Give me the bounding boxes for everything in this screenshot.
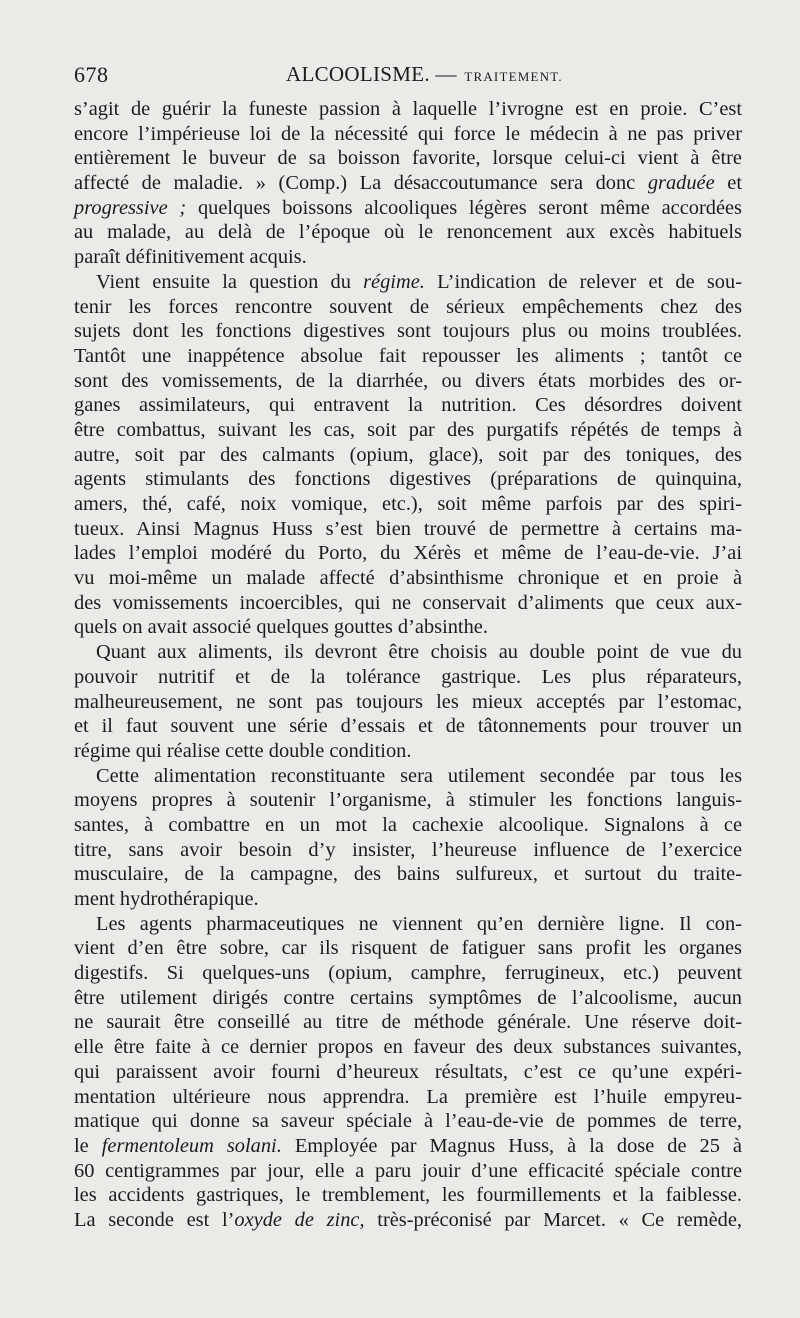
text-line [74, 640, 742, 665]
text-segment: et il faut souvent une série d’essais et de tâtonnements pour trouver un [74, 715, 742, 738]
text-line [74, 146, 742, 171]
text-segment: ment hydrothérapique. [74, 888, 259, 910]
text-line [74, 1010, 742, 1035]
text-segment: sujets dont les fonctions digestives sont toujours plus ou moins troublées. [74, 320, 742, 343]
text-line [74, 1183, 742, 1208]
text-segment: Tantôt une inappétence absolue fait repousser les aliments ; tantôt ce [74, 344, 742, 367]
text-line [74, 541, 742, 566]
text-line [74, 220, 742, 245]
page-number: 678 [74, 62, 109, 87]
text-segment: agents stimulants des fonctions digestives (préparations de quinquina, [74, 468, 742, 491]
text-line [74, 171, 742, 196]
text-segment: encore l’impérieuse loi de la nécessité qui force le médecin à ne pas priver [74, 122, 742, 145]
text-segment: moyens propres à soutenir l’organisme, à stimuler les fonctions languis- [74, 789, 742, 812]
text-segment: être utilement dirigés contre certains symptômes de l’alcoolisme, aucun [74, 986, 742, 1009]
text-segment: 60 centigrammes par jour, elle a paru jouir d’une efficacité spéciale contre [74, 1159, 742, 1182]
text-line [74, 912, 742, 937]
text-segment: lades l’emploi modéré du Porto, du Xérès et même de l’eau-de-vie. J’ai [74, 542, 742, 565]
text-line [74, 1060, 742, 1085]
text-line [74, 344, 742, 369]
text-line [74, 1085, 742, 1110]
text-line [74, 517, 742, 542]
text-line [74, 418, 742, 443]
text-line [74, 788, 742, 813]
text-line [74, 270, 742, 295]
text-segment: mentation ultérieure nous apprendra. La première est l’huile empyreu- [74, 1085, 742, 1108]
text-line [74, 369, 742, 394]
text-segment: quels on avait associé quelques gouttes d’absinthe. [74, 616, 488, 639]
text-segment: Vient ensuite la question du [96, 270, 364, 293]
italic-text: graduée [647, 172, 715, 195]
text-segment: pouvoir nutritif et de la tolérance gastrique. Les plus réparateurs, [74, 665, 742, 688]
text-line [74, 838, 742, 863]
text-segment: santes, à combattre en un mot la cachexie alcoolique. Signalons à ce [74, 813, 742, 836]
running-header [74, 62, 760, 92]
text-segment: très-préconisé par Marcet. « Ce remède, [364, 1208, 742, 1231]
text-line [74, 665, 742, 690]
text-line [74, 467, 742, 492]
text-line [74, 961, 742, 986]
text-segment: le [74, 1134, 102, 1157]
text-segment: Cette alimentation reconstituante sera utilement secondée par tous les [96, 764, 742, 787]
text-segment: tenir les forces rencontre souvent de sérieux empêchements chez des [74, 295, 742, 318]
text-line [74, 295, 742, 320]
text-segment: sont des vomissements, de la diarrhée, ou divers états morbides des or- [74, 369, 742, 392]
text-line [74, 714, 742, 739]
text-segment: régime qui réalise cette double condition. [74, 739, 412, 762]
text-line [74, 1035, 742, 1060]
text-line [74, 393, 742, 418]
text-segment: s’agit de guérir la funeste passion à laquelle l’ivrogne est en proie. C’est [74, 98, 742, 120]
text-segment: ganes assimilateurs, qui entravent la nutrition. Ces désordres doivent [74, 394, 742, 417]
text-segment: elle être faite à ce dernier propos en faveur des deux substances suivantes, [74, 1036, 742, 1059]
text-segment: titre, sans avoir besoin d’y insister, l’heureuse influence de l’exercice [74, 838, 742, 861]
text-segment: L’indication de relever et de sou- [424, 270, 742, 293]
italic-text: fermentoleum solani. [101, 1134, 282, 1157]
text-line [74, 690, 742, 715]
text-line [74, 887, 742, 912]
text-segment: vient d’en être sobre, car ils risquent de fatiguer sans profit les organes [74, 937, 742, 960]
text-segment: tueux. Ainsi Magnus Huss s’est bien trouvé de permettre à certains ma- [74, 517, 742, 540]
text-segment: quelques boissons alcooliques légères seront même accordées [186, 196, 742, 219]
text-segment: malheureusement, ne sont pas toujours les mieux acceptés par l’estomac, [74, 690, 742, 713]
text-segment: Quant aux aliments, ils devront être choisis au double point de vue du [96, 641, 742, 664]
text-segment: digestifs. Si quelques-uns (opium, camphre, ferrugineux, etc.) peuvent [74, 962, 742, 985]
text-segment: qui paraissent avoir fourni d’heureux résultats, c’est ce qu’une expéri- [74, 1060, 742, 1083]
text-segment: Les agents pharmaceutiques ne viennent qu’en dernière ligne. Il con- [96, 912, 742, 935]
text-segment: affecté de maladie. » (Comp.) La désaccoutumance sera donc [74, 172, 648, 195]
text-line [74, 319, 742, 344]
text-segment: autre, soit par des calmants (opium, glace), soit par des toniques, des [74, 443, 742, 466]
section-title: TRAITEMENT. [464, 69, 563, 84]
text-segment: vu moi-même un malade affecté d’absinthisme chronique et en proie à [74, 567, 742, 590]
text-segment: paraît définitivement acquis. [74, 246, 307, 269]
text-segment: amers, thé, café, noix vomique, etc.), soit même parfois par des spiri- [74, 493, 742, 515]
text-line [74, 1159, 742, 1184]
text-line [74, 566, 742, 591]
text-line [74, 97, 742, 122]
text-segment: ne saurait être conseillé au titre de méthode générale. Une réserve doit- [74, 1011, 742, 1034]
running-title [286, 62, 563, 87]
text-line [74, 986, 742, 1011]
text-segment: musculaire, de la campagne, des bains sulfureux, et surtout du traite- [74, 863, 742, 886]
text-line [74, 122, 742, 147]
text-line [74, 196, 742, 221]
text-segment: les accidents gastriques, le tremblement, les fourmillements et la faiblesse. [74, 1184, 742, 1207]
text-line [74, 492, 742, 517]
text-line [74, 813, 742, 838]
italic-text: oxyde de zinc, [234, 1208, 365, 1231]
text-segment: et [714, 172, 742, 195]
text-line [74, 245, 742, 270]
text-segment: au malade, au delà de l’époque où le renoncement aux excès habituels [74, 221, 742, 244]
text-line [74, 739, 742, 764]
text-line [74, 1109, 742, 1134]
text-line [74, 764, 742, 789]
italic-text: progressive ; [74, 196, 187, 219]
italic-text: régime. [363, 270, 425, 293]
text-segment: entièrement le buveur de sa boisson favorite, lorsque celui-ci vient à être [74, 147, 742, 170]
text-line [74, 936, 742, 961]
text-segment: La seconde est l’ [74, 1208, 235, 1231]
text-line [74, 1134, 742, 1159]
text-line [74, 1208, 742, 1233]
text-line [74, 615, 742, 640]
text-line [74, 862, 742, 887]
title-separator: — [435, 62, 457, 86]
text-segment: Employée par Magnus Huss, à la dose de 25 à [281, 1134, 742, 1157]
chapter-title: ALCOOLISME. [286, 62, 430, 86]
text-segment: être combattus, suivant les cas, soit par des purgatifs répétés de temps à [74, 418, 742, 441]
text-segment: des vomissements incoercibles, qui ne conservait d’aliments que ceux aux- [74, 591, 742, 614]
text-segment: matique qui donne sa saveur spéciale à l’eau-de-vie de pommes de terre, [74, 1110, 742, 1133]
body-text [74, 97, 742, 1233]
text-line [74, 591, 742, 616]
text-line [74, 443, 742, 468]
